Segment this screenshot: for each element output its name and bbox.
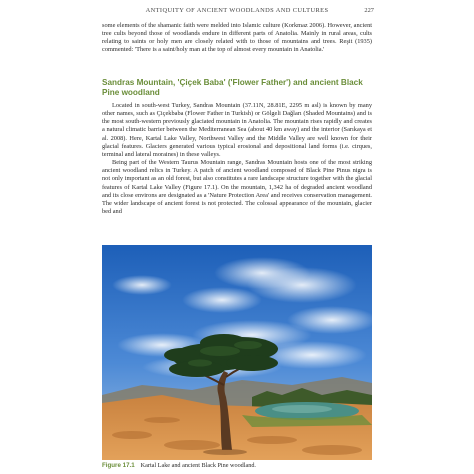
figure-caption: [102, 462, 372, 470]
running-head: ANTIQUITY OF ANCIENT WOODLANDS AND CULTURES: [145, 7, 329, 14]
intro-paragraph-block: [102, 22, 372, 55]
intro-paragraph: some elements of the shamanic faith were melded into Islamic culture (Korkmaz 2006). However, ancient tree cults beyond those of woodlands endure in different parts of Anatolia. Mainly in rural areas, cults relating to saints or holy men are closely related with to those of mountains and trees. Reşit (1935) commented: 'There is a saint/holy man at the top of almost every mountain in Anatolia.': [102, 22, 372, 54]
figure-photo: [102, 245, 372, 460]
figure-label: Figure 17.1: [102, 462, 135, 469]
section-heading: Sandras Mountain, 'Çiçek Baba' ('Flower Father') and ancient Black Pine woodland: [102, 78, 363, 97]
figure-caption-text: Kartal Lake and ancient Black Pine woodland.: [140, 462, 256, 469]
section-paragraph-2: Being part of the Western Taurus Mountain range, Sandras Mountain hosts one of the most striking ancient woodland relics in Turkey. A patch of ancient woodland composed of Black Pine Pinus nigra is not only important as an old forest, but also constitutes a rare landscape structure together with the glacial features of Kartal Lake Valley (Figure 17.1). On the mountain, 1,342 ha of degraded ancient woodland and its close environs are designated as a 'Nature Protection Area' and receives conservation management. The wider landscape of ancient forest is not protected. The colossal appearance of the mountain, glacier bed and: [102, 159, 372, 216]
section-paragraph-1: Located in south-west Turkey, Sandras Mountain (37.11N, 28.81E, 2295 m asl) is known by many other names, such as Çiçekbaba (Flower Father in Turkish) or Gölgeli Dağları (Shaded Mountains) and is the most south-western previously glaciated mountain in Anatolia. The mountain rises rapidly and creates a natural climatic barrier between the Mediterranean Sea (about 40 km away) and the interior (Sarıkaya et al. 2008). Here, Kartal Lake Valley, Northwest Valley and the Middle Valley are well known for their glacial features. Glaciers generated various typical erosional and depositional land forms (i.e. cirques, terminal and lateral moraines) in these valleys.: [102, 102, 372, 158]
section-body: [102, 102, 372, 216]
kartal-lake-photo: [102, 245, 372, 460]
page-number: 227: [364, 7, 374, 14]
